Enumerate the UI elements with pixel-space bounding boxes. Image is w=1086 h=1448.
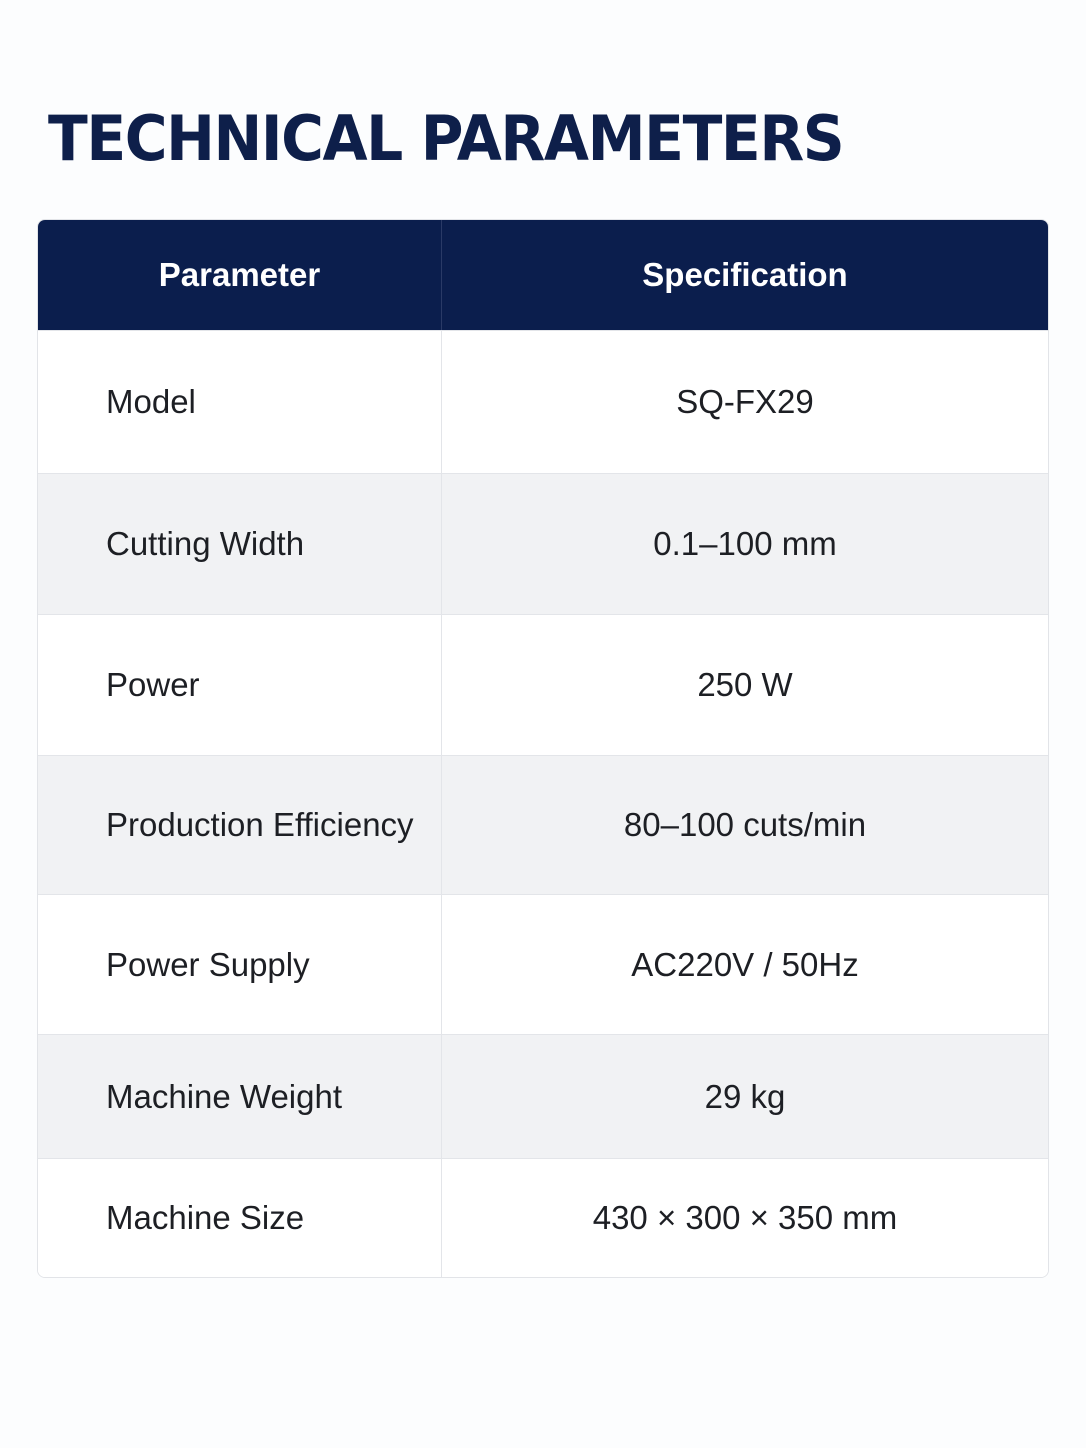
header-parameter: Parameter <box>38 220 442 330</box>
row-specification: AC220V / 50Hz <box>631 945 859 983</box>
row-specification: 80–100 cuts/min <box>623 806 867 843</box>
header-specification: Specification <box>642 256 848 293</box>
row-parameter: Model <box>38 331 442 473</box>
table-row <box>38 614 1048 755</box>
row-specification: 0.1–100 mm <box>653 525 837 562</box>
spec-table <box>37 219 1049 1278</box>
table-header <box>38 220 1048 330</box>
row-specification: 250 W <box>697 666 793 703</box>
row-parameter: Machine Size <box>38 1159 442 1277</box>
row-parameter: Machine Weight <box>38 1035 442 1158</box>
row-parameter: Power <box>38 615 442 755</box>
row-parameter: Cutting Width <box>38 474 442 614</box>
table-row <box>38 330 1048 473</box>
table-row <box>38 894 1048 1034</box>
row-specification: 430 × 300 × 350 mm <box>592 1199 898 1236</box>
table-row <box>38 1034 1048 1158</box>
table-row <box>38 755 1048 894</box>
row-specification: 29 kg <box>704 1077 786 1115</box>
row-parameter: Power Supply <box>38 895 442 1034</box>
row-specification: SQ-FX29 <box>676 383 814 420</box>
row-parameter: Production Efficiency <box>38 756 442 894</box>
page-title: TECHNICAL PARAMETERS <box>48 102 844 175</box>
table-row <box>38 1158 1048 1277</box>
table-row <box>38 473 1048 614</box>
